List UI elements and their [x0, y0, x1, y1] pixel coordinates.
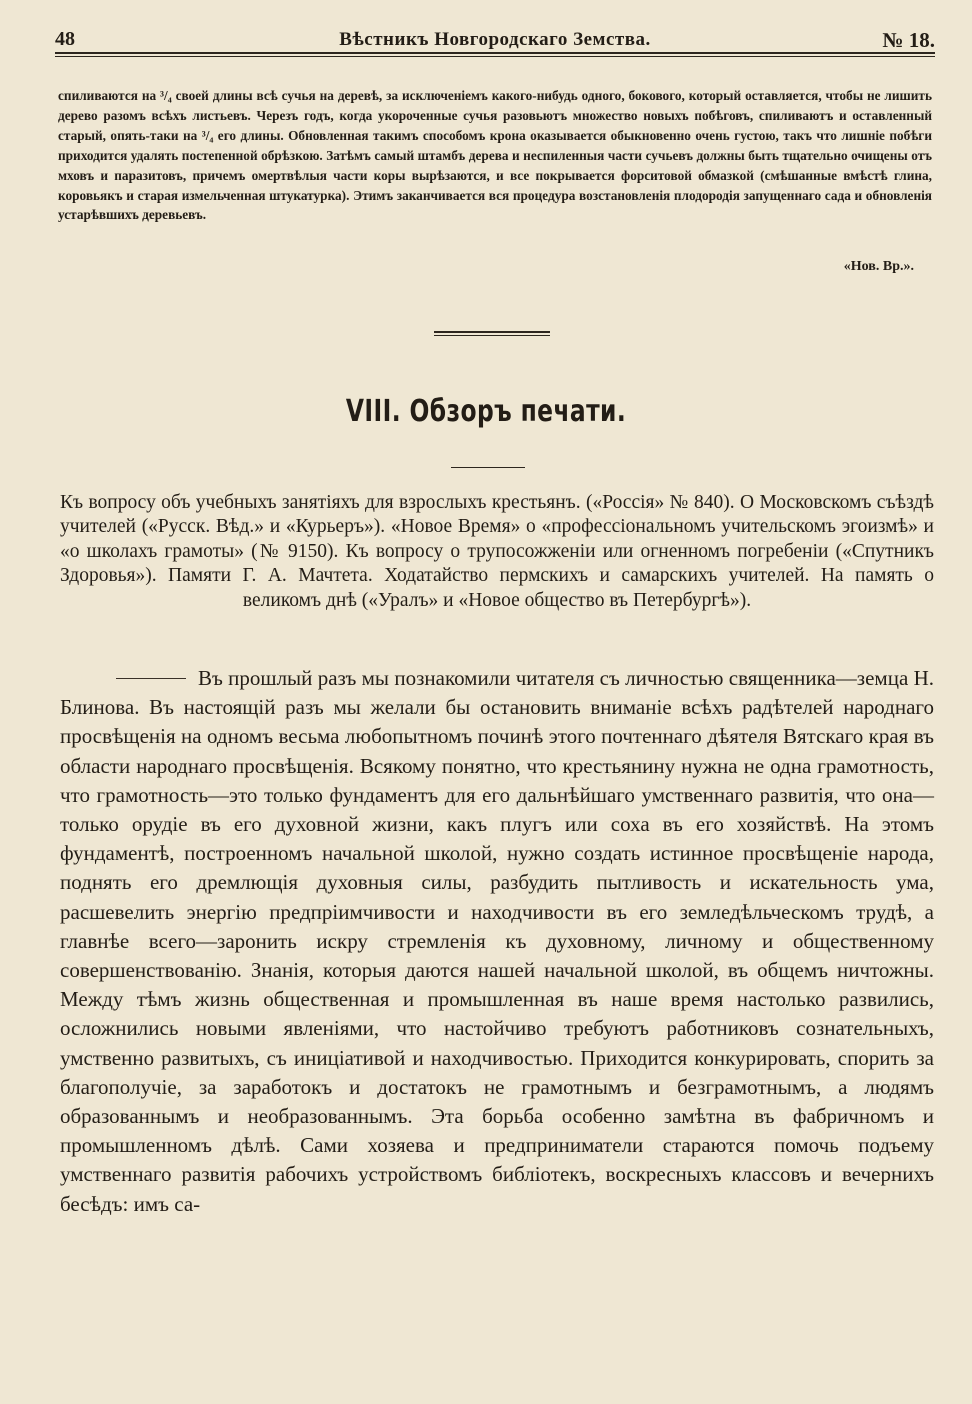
journal-title: Вѣстникъ Новгородскаго Земства. [339, 29, 651, 50]
page-number: 48 [55, 28, 75, 50]
article-body [60, 664, 934, 1219]
section-separator [434, 331, 550, 336]
section-summary: Къ вопросу объ учебныхъ занятіяхъ для взрослыхъ крестьянъ. («Россія» № 840). О Московскомъ съѣздѣ учителей («Русск. Вѣд.» и «Курьеръ»). «Новое Время» о «профессіональномъ учительскомъ эгоизмѣ» и «о школахъ грамоты» (№ 9150). Къ вопросу о трупосожженіи или огненномъ погребеніи («Спутникъ Здоровья»). Памяти Г. А. Мачтета. Ходатайство пермскихъ и самарскихъ учителей. На память о великомъ днѣ («Уралъ» и «Новое общество въ Петербургѣ»). [60, 492, 934, 611]
section-title: VIII. Обзоръ печати. [345, 394, 627, 429]
previous-article-source: «Нов. Вр.». [843, 259, 914, 274]
running-header [55, 24, 935, 54]
paragraph-dash [116, 678, 186, 679]
title-underline [451, 467, 525, 468]
previous-article-text: спиливаются на ³/₄ своей длины всѣ сучья на деревѣ, за исключеніемъ какого-нибудь одного, бокового, который оставляется, чтобы не лишить дерево разомъ всѣхъ листьевъ. Черезъ годъ, когда укороченные сучья разовьютъ множество новыхъ побѣговъ, спиливаютъ и оставленный старый, опять-таки на ³/₄ его длины. Обновленная такимъ способомъ крона оказывается обыкновенно очень густою, такъ что лишніе побѣги приходится удалять постепенной обрѣзкою. Затѣмъ самый штамбъ дерева и неспиленныя части сучьевъ должны быть тщательно очищены отъ мховъ и паразитовъ, причемъ омертвѣлыя части коры вырѣзаются, и все покрывается форситовой обмазкой (смѣшанные вмѣстѣ глина, коровьякъ и старая измельченная штукатурка). Этимъ заканчивается вся процедура возстановленія плодородія запущеннаго сада и обновленія устарѣвшихъ дерeвьевъ. [58, 88, 932, 223]
header-rule [55, 52, 935, 57]
issue-number: № 18. [882, 28, 935, 52]
article-body-text: Въ прошлый разъ мы познакомили читателя съ личностью священника—земца Н. Блинова. Въ настоящій разъ мы желали бы остановить вниманіе всѣхъ радѣтелей народнаго просвѣщенія на одномъ весьма любопытномъ починѣ этого почтеннаго дѣятеля Вятскаго края въ области народнаго просвѣщенія. Всякому понятно, что крестьянину нужна не одна грамотность, что грамотность—это только фундаментъ для его дальнѣйшаго умственнаго развитія, что она—только орудіе въ его духовной жизни, какъ плугъ или соха въ его хозяйствѣ. На этомъ фундаментѣ, построенномъ начальной школой, нужно создать истинное просвѣщеніе народа, поднять его дремлющія духовныя силы, разбудить пытливость и искательность ума, расшевелить энергію предпріимчивости и находчивости въ его земледѣльческомъ трудѣ, а главнѣе всего—заронить искру стремленія къ духовному, личному и общественному совершенствованію. Знанія, которыя даются нашей начальной школой, въ общемъ ничтожны. Между тѣмъ жизнь общественная и промышленная въ наше время настолько развились, осложнились новыми явленіями, что настойчиво требуютъ работниковъ сознательныхъ, умственно развитыхъ, съ иниціативой и находчивостью. Приходится конкурировать, спорить за благополучіе, за заработокъ и достатокъ не грамотнымъ и безграмотнымъ, а людямъ образованнымъ и необразованнымъ. Эта борьба особенно замѣтна въ фабричномъ и промышленномъ дѣлѣ. Сами хозяева и предприниматели стараются помочь подъему умственнаго развитія рабочихъ устройствомъ библіотекъ, воскресныхъ классовъ и вечернихъ бесѣдъ: имъ са- [60, 666, 934, 1216]
